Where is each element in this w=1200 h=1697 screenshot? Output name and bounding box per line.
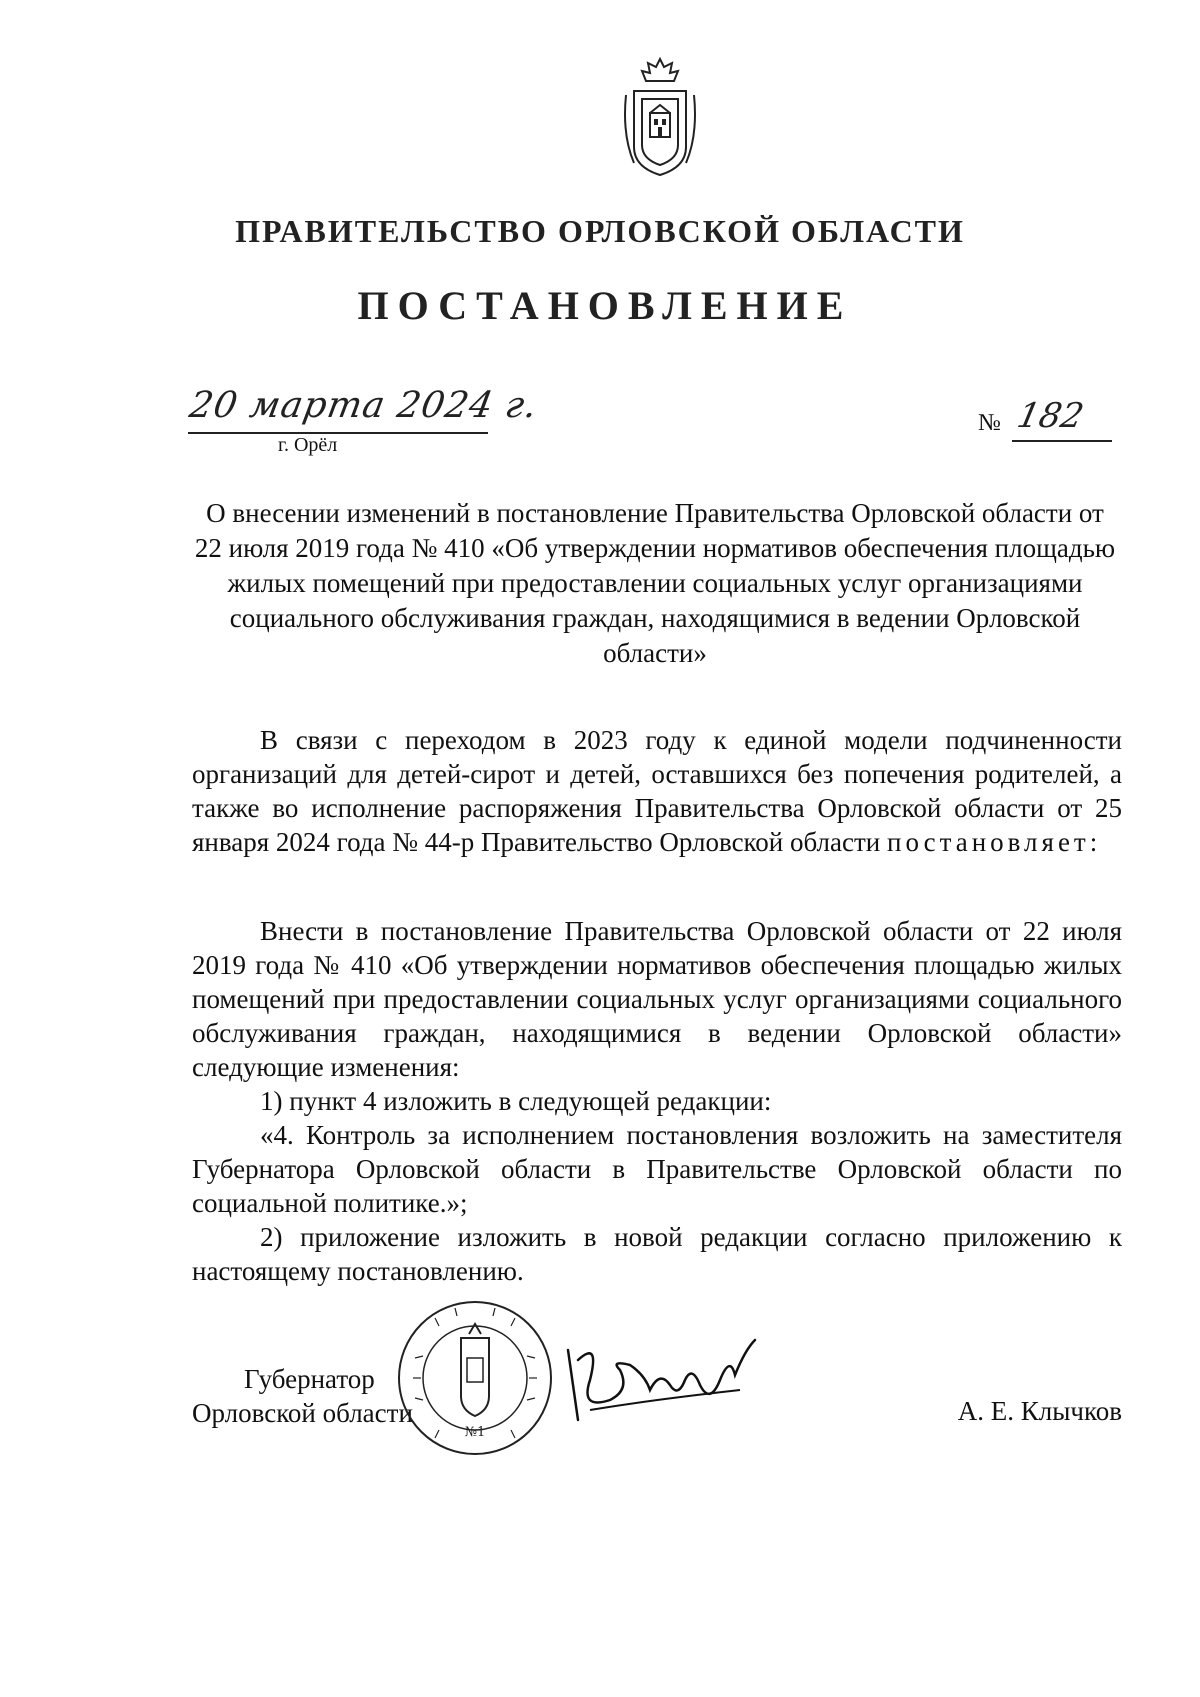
handwritten-number: 182 xyxy=(1013,396,1088,436)
coat-of-arms-emblem xyxy=(620,55,700,180)
handwritten-signature xyxy=(560,1330,770,1440)
resolution-body xyxy=(192,914,1122,1288)
signatory-role xyxy=(192,1362,413,1430)
number-underline xyxy=(1012,440,1112,442)
handwritten-date: 20 марта 2024 г. xyxy=(186,385,541,426)
date-underline xyxy=(188,432,488,434)
signatory-name: А. Е. Клычков xyxy=(957,1396,1122,1426)
government-title: ПРАВИТЕЛЬСТВО ОРЛОВСКОЙ ОБЛАСТИ xyxy=(235,213,965,249)
document-type-title: ПОСТАНОВЛЕНИЕ xyxy=(357,283,853,328)
svg-text:№1: №1 xyxy=(464,1425,486,1440)
signatory-role-line-1: Губернатор xyxy=(244,1364,375,1394)
preamble-paragraph xyxy=(192,723,1122,859)
resolves-word: постановляет: xyxy=(887,827,1102,857)
official-stamp xyxy=(395,1298,555,1458)
number-sign: № xyxy=(978,410,1001,436)
city-label: г. Орёл xyxy=(278,434,338,456)
main-paragraph: Внести в постановление Правительства Орловской области от 22 июля 2019 года № 410 «Об утверждении нормативов обеспечения площадью жилых помещений при предоставлении социальных услуг организациями социального обслуживания граждан, находящимися в ведении Орловской области» следующие изменения: xyxy=(192,916,1122,1082)
item-1: 1) пункт 4 изложить в следующей редакции: xyxy=(260,1086,772,1116)
item-1-text: «4. Контроль за исполнением постановления возложить на заместителя Губернатора Орловской области в Правительстве Орловской области по социальной политике.»; xyxy=(192,1120,1122,1218)
document-subject: О внесении изменений в постановление Правительства Орловской области от 22 июля 2019 года № 410 «Об утверждении нормативов обеспечения площадью жилых помещений при предоставлении социальных услуг организациями социального обслуживания граждан, находящимися в ведении Орловской области» xyxy=(194,498,1116,668)
item-2: 2) приложение изложить в новой редакции согласно приложению к настоящему постановлению. xyxy=(192,1222,1122,1286)
signatory-role-line-2: Орловской области xyxy=(192,1398,413,1428)
preamble-text: В связи с переходом в 2023 году к единой модели подчиненности организаций для детей-сирот и детей, оставшихся без попечения родителей, а также во исполнение распоряжения Правительства Орловской области от 25 января 2024 года № 44-р Правительство Орловской области xyxy=(192,725,1122,857)
